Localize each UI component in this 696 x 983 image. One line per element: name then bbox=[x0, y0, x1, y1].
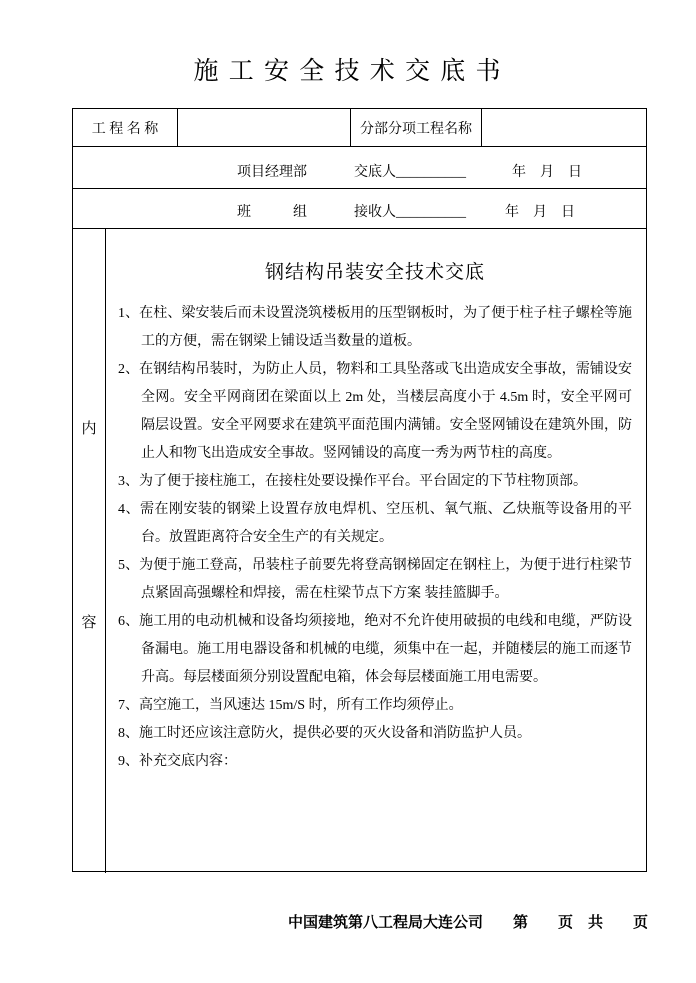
content-heading: 钢结构吊装安全技术交底 bbox=[264, 262, 485, 283]
discloser-org-label: 项目经理部 bbox=[237, 165, 307, 180]
discloser-signature-field[interactable] bbox=[354, 161, 466, 181]
content-item bbox=[118, 300, 632, 356]
item-text: 为了便于接柱施工，在接柱处要设操作平台。平台固定的下节柱物顶部。 bbox=[139, 474, 587, 489]
project-name-value-cell[interactable] bbox=[178, 109, 351, 146]
item-number: 7、 bbox=[118, 698, 139, 713]
header-row-project bbox=[73, 109, 646, 147]
receiver-date-field[interactable]: 年 月 日 bbox=[505, 205, 575, 220]
item-text: 在钢结构吊装时，为防止人员，物料和工具坠落或飞出造成安全事故，需铺设安全网。安全平网商团在梁面以上 2m 处，当楼层高度小于 4.5m 时，安全平网可隔层设置。安全平网要求在建筑平面范围内满铺。安全竖网铺设在建筑外围，防止人和物飞出造成安全事故。竖网铺设的高度一秀为两节柱的高度。 bbox=[139, 362, 633, 461]
document-footer bbox=[273, 894, 648, 949]
content-item bbox=[118, 552, 632, 608]
item-text: 需在刚安装的钢梁上设置存放电焊机、空压机、氧气瓶、乙炔瓶等设备用的平台。放置距离符合安全生产的有关规定。 bbox=[139, 502, 633, 545]
content-item bbox=[118, 748, 632, 776]
side-label-char-2: 容 bbox=[81, 615, 97, 631]
item-number: 6、 bbox=[118, 614, 140, 629]
item-number: 9、 bbox=[118, 754, 139, 769]
item-text: 在柱、梁安装后而未设置浇筑楼板用的压型钢板时，为了便于柱子柱子螺栓等施工的方便，需在钢梁上铺设适当数量的道板。 bbox=[139, 306, 633, 349]
content-item bbox=[118, 608, 632, 692]
receiver-row bbox=[73, 189, 646, 229]
discloser-label: 交底人 bbox=[354, 165, 396, 180]
content-item bbox=[118, 468, 632, 496]
content-item bbox=[118, 720, 632, 748]
discloser-date-field[interactable]: 年 月 日 bbox=[512, 165, 582, 180]
item-number: 1、 bbox=[118, 306, 140, 321]
receiver-signature-field[interactable] bbox=[354, 201, 466, 221]
receiver-blank-line[interactable]: __________ bbox=[396, 205, 466, 220]
item-text: 施工时还应该注意防火，提供必要的灭火设备和消防监护人员。 bbox=[139, 726, 531, 741]
footer-page-info: 第 页 共 页 bbox=[513, 915, 649, 931]
content-body bbox=[106, 229, 646, 873]
project-name-label: 工 程 名 称 bbox=[73, 109, 178, 146]
document-title: 施 工 安 全 技 术 交 底 书 bbox=[193, 58, 503, 85]
receiver-label: 接收人 bbox=[354, 205, 396, 220]
content-side-label bbox=[73, 229, 106, 873]
subproject-name-value-cell[interactable] bbox=[482, 109, 646, 146]
item-number: 4、 bbox=[118, 502, 140, 517]
content-item bbox=[118, 496, 632, 552]
content-item bbox=[118, 692, 632, 720]
item-text: 施工用的电动机械和设备均须接地，绝对不允许使用破损的电线和电缆，严防设备漏电。施工用电器设备和机械的电缆，须集中在一起，并随楼层的施工而逐节升高。每层楼面须分别设置配电箱，体会每层楼面施工用电需要。 bbox=[139, 614, 633, 685]
content-item bbox=[118, 356, 632, 468]
item-number: 8、 bbox=[118, 726, 139, 741]
content-row bbox=[73, 229, 646, 873]
subproject-name-label: 分部分项工程名称 bbox=[351, 109, 482, 146]
item-number: 3、 bbox=[118, 474, 139, 489]
receiver-org-label: 班 组 bbox=[237, 205, 307, 220]
discloser-blank-line[interactable]: __________ bbox=[396, 165, 466, 180]
discloser-row bbox=[73, 147, 646, 189]
item-number: 5、 bbox=[118, 558, 140, 573]
item-number: 2、 bbox=[118, 362, 140, 377]
footer-company-name: 中国建筑第八工程局大连公司 bbox=[288, 915, 484, 931]
item-text: 补充交底内容： bbox=[139, 754, 237, 769]
item-text: 高空施工，当风速达 15m/S 时，所有工作均须停止。 bbox=[139, 698, 463, 713]
side-label-char-1: 内 bbox=[81, 421, 97, 437]
form-table bbox=[72, 108, 647, 872]
item-text: 为便于施工登高，吊装柱子前要先将登高钢梯固定在钢柱上，为便于进行柱梁节点紧固高强螺栓和焊接，需在柱梁节点下方案 装挂篮脚手。 bbox=[139, 558, 633, 601]
